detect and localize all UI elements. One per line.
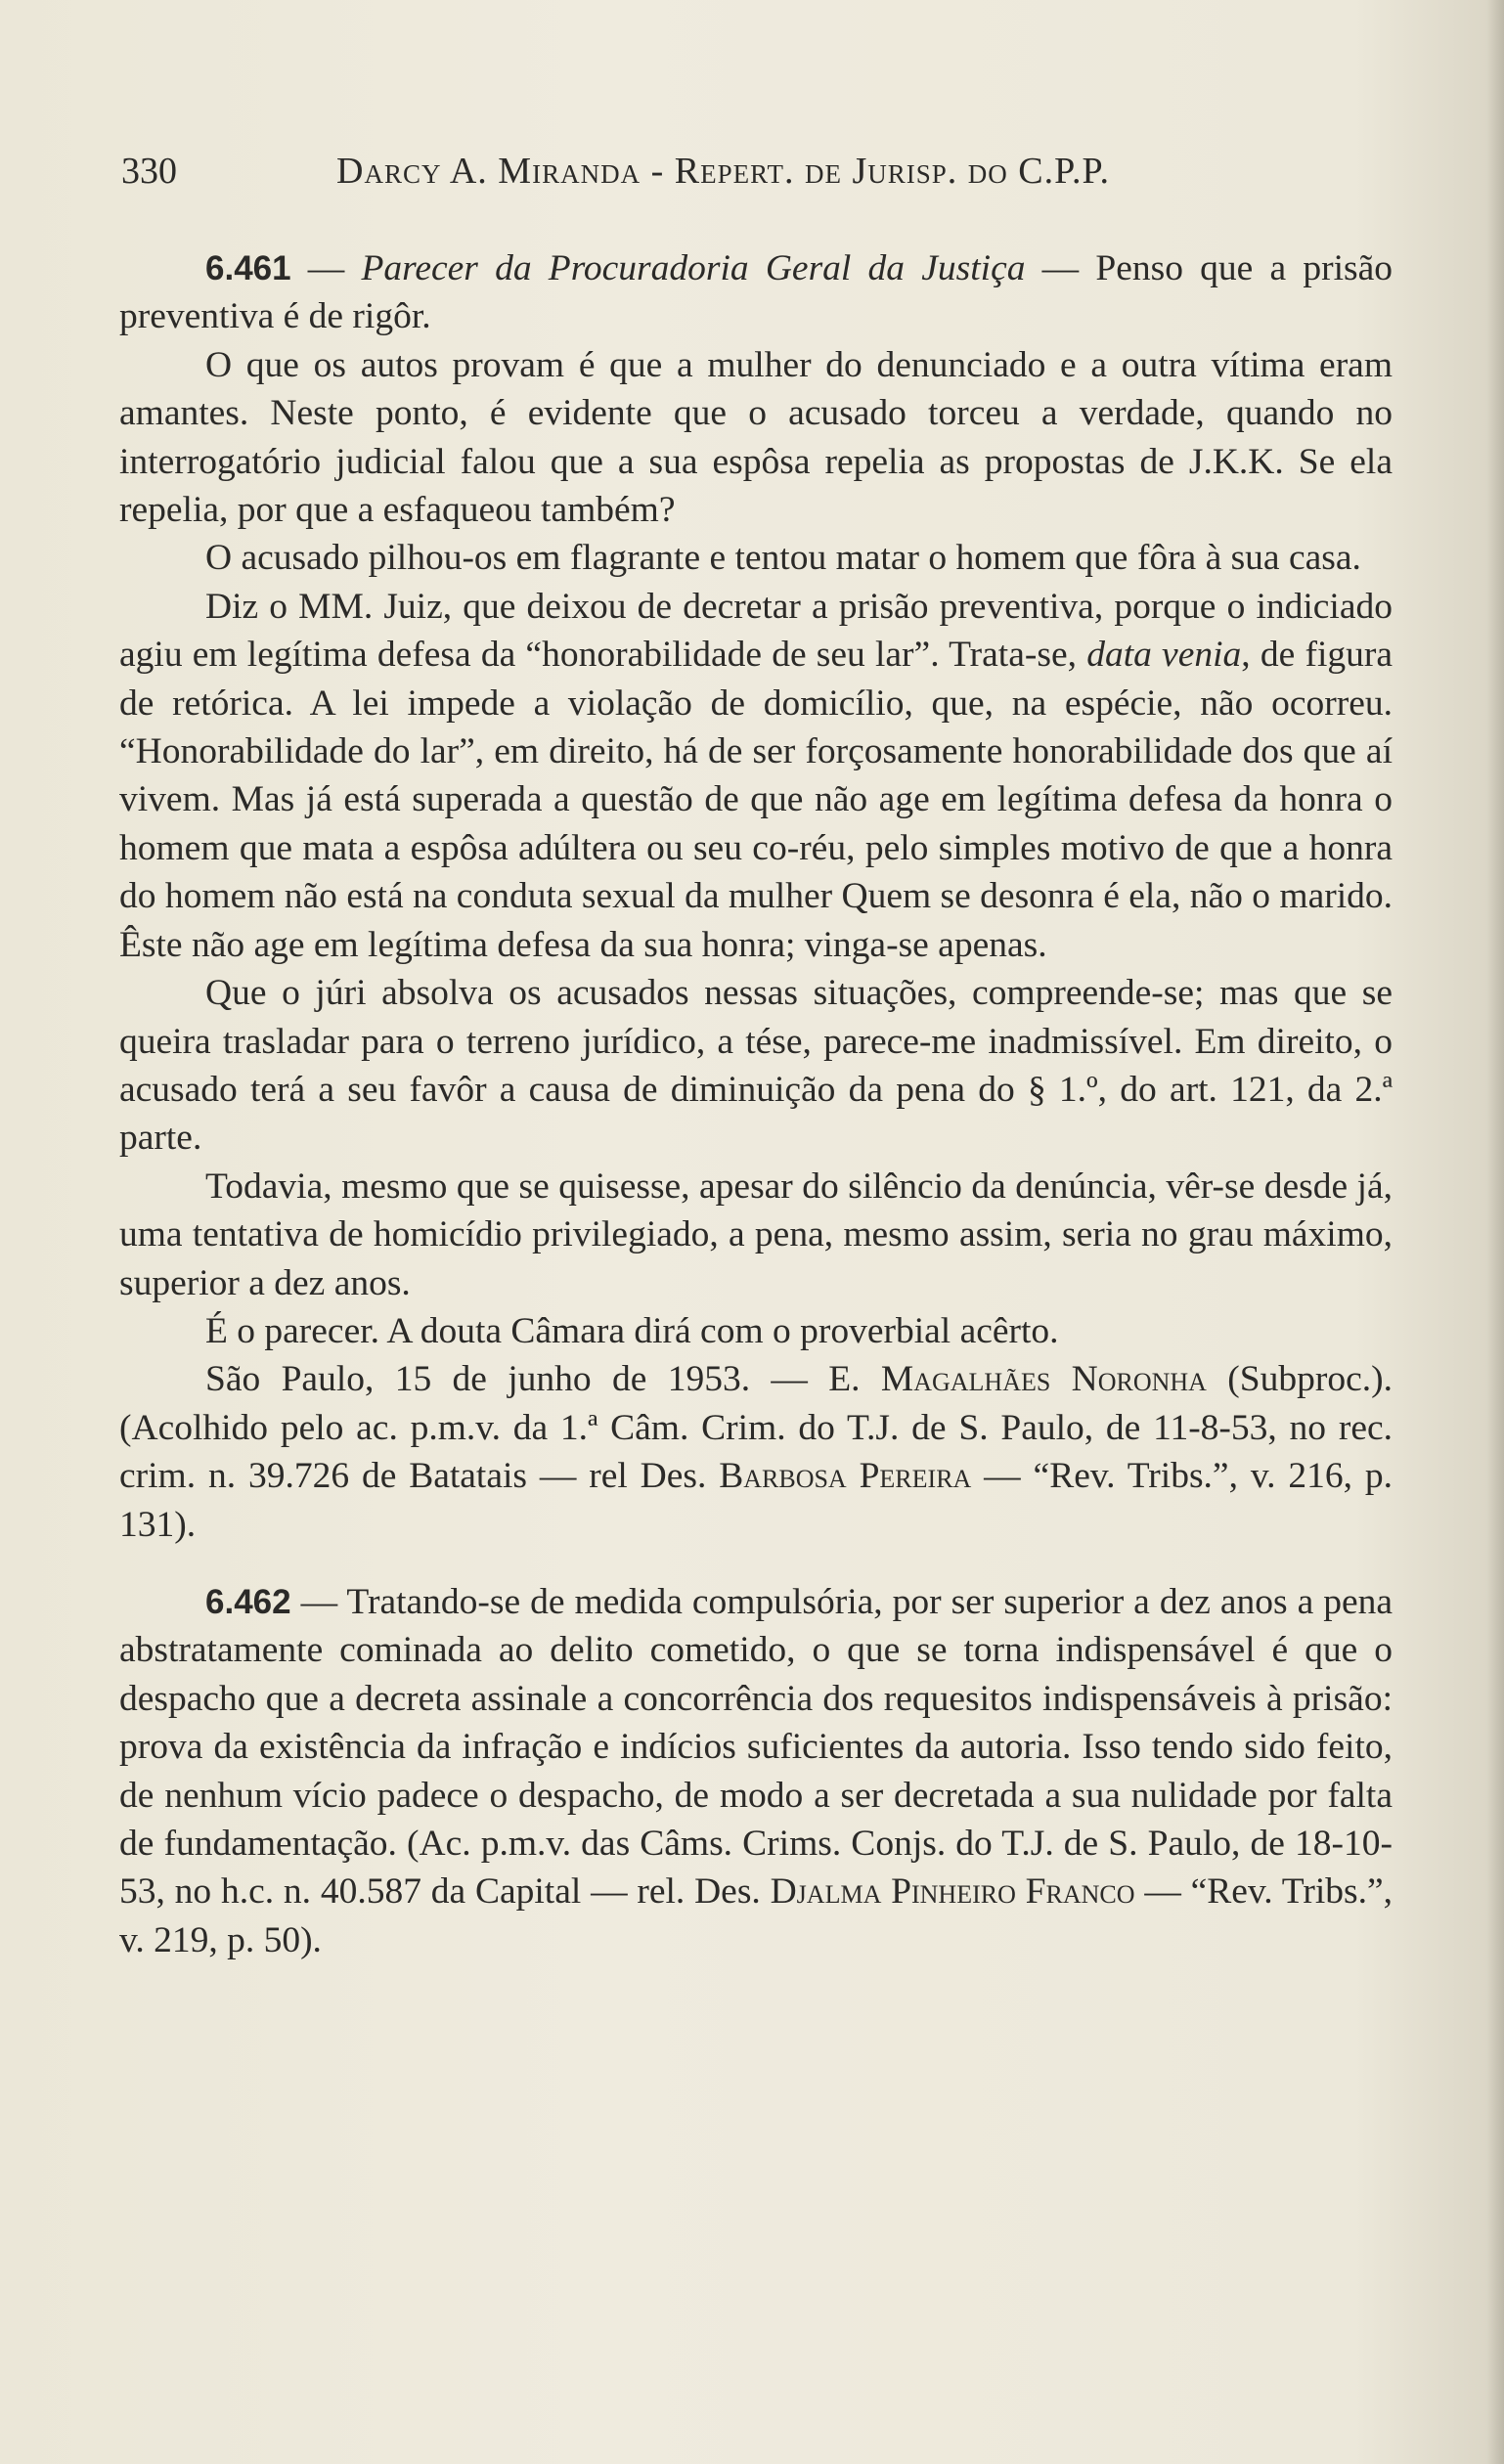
entry-6461-lead-text: — Penso que a prisão preventiva é de rigôr. [119,248,1393,337]
paragraph-4-text-b: , de figura de retórica. A lei impede a violação de domicílio, que, na espécie, não ocorreu. “Honorabilidade do lar”, em direito, há de ser forçosamente honorabilidade dos que aí vivem. Mas já está superada a questão de que não age em legítima defesa da honra o homem que mata a espôsa adúltera ou seu co-réu, pelo simples motivo de que a honra do homem não está na conduta sexual da mulher Quem se desonra é ela, não o marido. Êste não age em legítima defesa da sua honra; vinga-se apenas. [119,635,1393,965]
entry-separator [119,1549,1393,1578]
citation-author-name: Magalhães Noronha [880,1359,1207,1400]
entry-6461-dash: — [290,248,362,288]
page-edge-shadow [1486,0,1504,2464]
entry-number-6461: 6.461 [205,249,291,287]
page-header [121,147,1393,196]
entry-6461-citation [119,1355,1393,1549]
entry-6462-paragraph [119,1578,1393,1964]
entry-6461-paragraph-4 [119,583,1393,969]
paragraph-4-text-a: Diz o MM. Juiz, que deixou de decretar a prisão preventiva, porque o indiciado agiu em legítima defesa da “honorabilidade de seu lar”. Trata-se, [119,586,1393,676]
citation-text-b: (Subproc.). (Acolhido pelo ac. p.m.v. da 1.ª Câm. Crim. do T.J. de S. Paulo, de 11-8-53, no rec. crim. n. 39.726 de Batatais — rel Des. [119,1359,1393,1497]
page-body [119,244,1393,1964]
entry-6461-paragraph-5: Que o júri absolva os acusados nessas situações, compreende-se; mas que se queira trasladar para o terreno jurídico, a tése, parece-me inadmissível. Em direito, o acusado terá a seu favôr a causa de diminuição da pena do § 1.º, do art. 121, da 2.ª parte. [119,973,1393,1159]
entry-6462-relator-name: Djalma Pinheiro Franco [770,1871,1135,1913]
citation-text-a: São Paulo, 15 de junho de 1953. — E. [205,1359,881,1400]
entry-number-6462: 6.462 [205,1582,291,1621]
entry-6461-paragraph-7: É o parecer. A douta Câmara dirá com o proverbial acêrto. [205,1310,1059,1351]
running-title: Darcy A. Miranda - Repert. de Jurisp. do C.P.P. [336,151,1110,192]
entry-6461-source: Parecer da Procuradoria Geral da Justiça [361,248,1026,288]
citation-text-c: — “Rev. Tribs.”, v. 216, p. 131). [119,1456,1393,1545]
citation-relator-name: Barbosa Pereira [719,1456,972,1497]
page-number: 330 [121,151,177,192]
entry-6461-heading-paragraph [119,244,1393,341]
entry-6461-paragraph-2: O que os autos provam é que a mulher do denunciado e a outra vítima eram amantes. Neste ponto, é evidente que o acusado torceu a verdade, quando no interrogatório judicial falou que a sua espôsa repelia as propostas de J.K.K. Se ela repelia, por que a esfaqueou também? [119,344,1393,531]
entry-6461-paragraph-6: Todavia, mesmo que se quisesse, apesar do silêncio da denúncia, vêr-se desde já, uma tentativa de homicídio privilegiado, a pena, mesmo assim, seria no grau máximo, superior a dez anos. [119,1166,1393,1303]
entry-6461-paragraph-3: O acusado pilhou-os em flagrante e tentou matar o homem que fôra à sua casa. [205,538,1361,579]
paragraph-4-italic-phrase: data venia [1086,635,1242,676]
entry-6462-text-a: — Tratando-se de medida compulsória, por ser superior a dez anos a pena abstratamente cominada ao delito cometido, o que se torna indispensável é que o despacho que a decreta assinale a concorrência dos requesitos indispensáveis à prisão: prova da existência da infração e indícios suficientes da autoria. Isso tendo sido feito, de nenhum vício padece o despacho, de modo a ser decretada a sua nulidade por falta de fundamentação. (Ac. p.m.v. das Câms. Crims. Conjs. do T.J. de S. Paulo, de 18-10-53, no h.c. n. 40.587 da Capital — rel. Des. [119,1581,1393,1913]
entry-6462-text-b: — “Rev. Tribs.”, v. 219, p. 50). [119,1871,1393,1960]
